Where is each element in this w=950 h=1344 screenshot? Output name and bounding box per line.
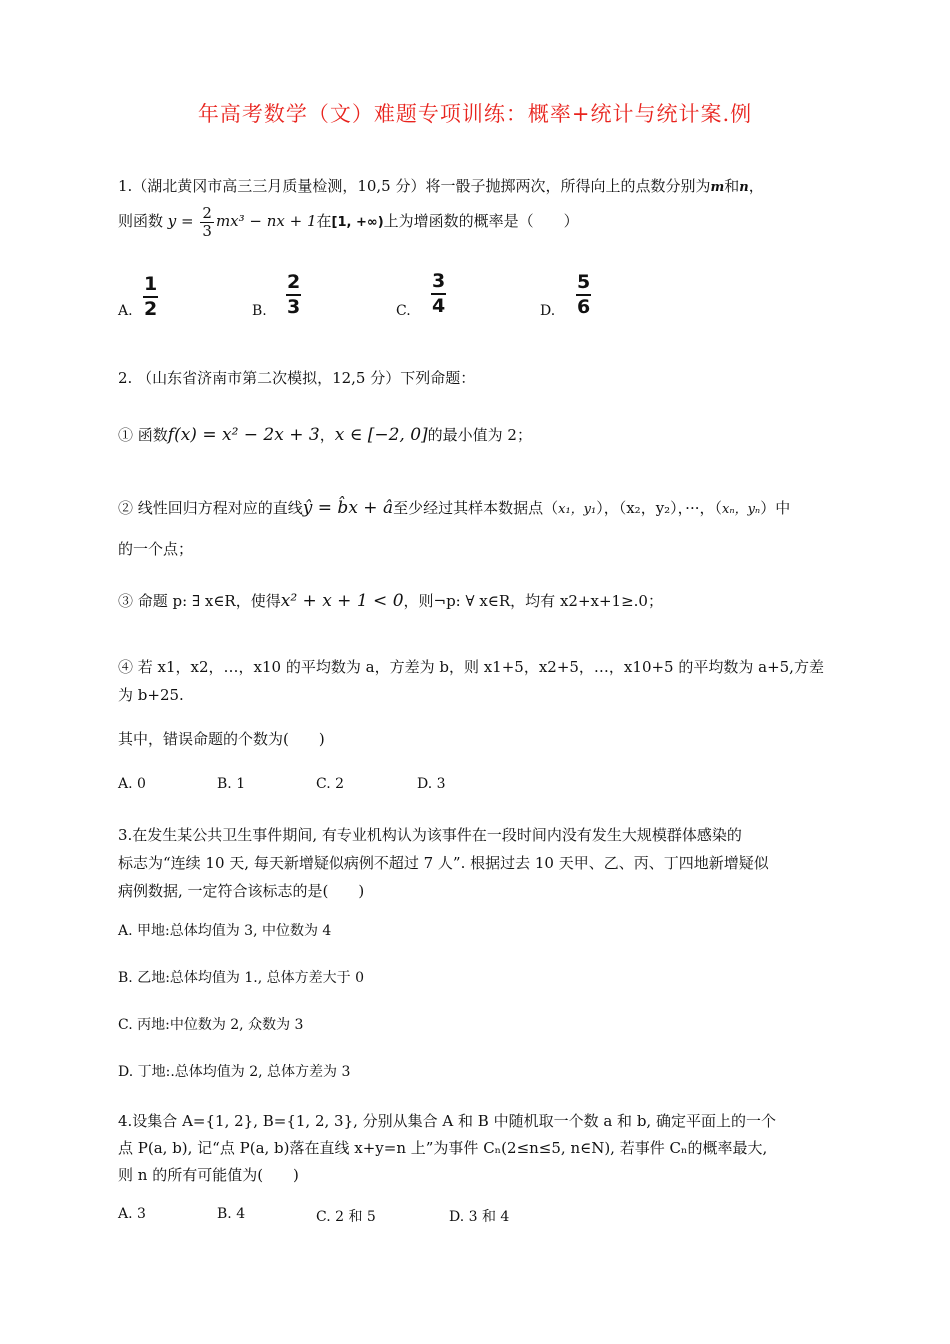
- q3-line3: 病例数据, 一定符合该标志的是( ): [118, 882, 365, 900]
- q1-func-y: y =: [167, 212, 194, 230]
- q1-frac-den: 3: [202, 221, 212, 240]
- q2-s2-mid: 至少经过其样本数据点（: [393, 499, 559, 517]
- q2-s2-p2: ），（x₂，y₂），···，（: [596, 499, 722, 517]
- q2-statement-2: [118, 495, 790, 523]
- q2-option-c: C. 2: [316, 776, 345, 792]
- q3-option-b: B. 乙地:总体均值为 1., 总体方差大于 0: [118, 970, 364, 986]
- q1-option-a-num: 1: [143, 275, 158, 298]
- q1-option-d-den: 6: [577, 296, 591, 318]
- q2-s3-prefix: ③ 命题 p: ∃ x∈R，使得: [118, 592, 281, 610]
- q1-interval: [1, +∞): [331, 215, 384, 230]
- q1-option-b-label: B.: [252, 303, 267, 319]
- q1-option-a-den: 2: [144, 298, 158, 320]
- q1-option-b-den: 3: [287, 296, 301, 318]
- q4-line1: 4.设集合 A={1, 2}, B={1, 2, 3}, 分别从集合 A 和 B 中随机取一个数 a 和 b, 确定平面上的一个: [118, 1112, 776, 1130]
- q2-statement-1: [118, 422, 532, 448]
- q1-option-c-fraction: [431, 272, 446, 316]
- q2-s2-p1: x₁，y₁: [558, 502, 597, 517]
- q4-line3: 则 n 的所有可能值为( ): [118, 1166, 299, 1184]
- q1-var-n: n: [739, 180, 749, 195]
- q2-statement-3: [118, 588, 663, 614]
- q1-fraction: [200, 203, 214, 240]
- q4-option-a: A. 3: [118, 1206, 146, 1222]
- q1-option-b-num: 2: [286, 273, 301, 296]
- q1-option-a-fraction: [143, 275, 158, 319]
- q1-line1: [118, 175, 764, 199]
- q2-s1-prefix: ① 函数: [118, 426, 168, 444]
- q3-option-c: C. 丙地:中位数为 2, 众数为 3: [118, 1017, 304, 1033]
- q2-s2-line2: 的一个点；: [118, 540, 194, 558]
- q4-option-d: D. 3 和 4: [449, 1209, 510, 1225]
- q1-on: 在: [316, 212, 332, 230]
- q3-option-d: D. 丁地:.总体均值为 2, 总体方差为 3: [118, 1064, 351, 1080]
- q4-option-b: B. 4: [217, 1206, 246, 1222]
- q2-s1-suffix: 的最小值为 2；: [427, 426, 532, 444]
- q2-s1-domain: x ∈ [−2, 0]: [334, 425, 428, 445]
- q1-line2-prefix: 则函数: [118, 212, 164, 230]
- q3-option-a: A. 甲地:总体均值为 3, 中位数为 4: [118, 923, 332, 939]
- q2-statement-4-line2: 为 b+25.: [118, 686, 184, 704]
- q2-s2-p3: xₙ，yₙ: [721, 502, 761, 517]
- q1-frac-num: 2: [202, 203, 212, 222]
- q2-header: 2. （山东省济南市第二次模拟，12,5 分）下列命题：: [118, 369, 476, 387]
- q1-text: 1.（湖北黄冈市高三三月质量检测，10,5 分）将一骰子抛掷两次，所得向上的点数分别为: [118, 177, 711, 195]
- q2-s1-sep: ，: [319, 426, 335, 444]
- q1-option-a-label: A.: [118, 303, 133, 319]
- q1-option-c-label: C.: [396, 303, 411, 319]
- q2-s3-suffix: ，则¬p: ∀ x∈R，均有 x2+x+1≥.0；: [403, 592, 663, 610]
- q2-s1-func: f(x) = x² − 2x + 3: [167, 425, 320, 445]
- q1-line2-suffix: 上为增函数的概率是（ ）: [383, 212, 579, 230]
- q2-s3-expr: x² + x + 1 < 0: [280, 591, 404, 611]
- q2-s2-end: ）中: [760, 499, 791, 517]
- q2-option-b: B. 1: [217, 776, 246, 792]
- q2-statement-4-line1: ④ 若 x1，x2，…，x10 的平均数为 a，方差为 b，则 x1+5，x2+5，…，x10+5 的平均数为 a+5,方差: [118, 658, 824, 676]
- q1-comma: ，: [748, 177, 764, 195]
- q2-question: 其中，错误命题的个数为( ): [118, 730, 325, 748]
- q1-option-c-num: 3: [431, 272, 446, 295]
- q1-option-d-fraction: [576, 273, 591, 317]
- q1-option-b-fraction: [286, 273, 301, 317]
- page-title: 年高考数学（文）难题专项训练：概率+统计与统计案.例: [197, 102, 753, 126]
- q4-line2: 点 P(a, b), 记“点 P(a, b)落在直线 x+y=n 上”为事件 Cₙ(2≤n≤5, n∈N), 若事件 Cₙ的概率最大,: [118, 1139, 768, 1157]
- q3-line1: 3.在发生某公共卫生事件期间, 有专业机构认为该事件在一段时间内没有发生大规模群体感染的: [118, 826, 742, 844]
- q2-option-d: D. 3: [417, 776, 446, 792]
- q2-option-a: A. 0: [118, 776, 146, 792]
- q2-s2-prefix: ② 线性回归方程对应的直线: [118, 499, 303, 517]
- q1-option-c-den: 4: [432, 295, 446, 317]
- q1-option-d-label: D.: [540, 303, 556, 319]
- q1-line2: [118, 205, 579, 239]
- q2-s2-eq: ŷ = b̂x + â: [302, 498, 394, 518]
- q1-func-rest: mx³ − nx + 1: [215, 212, 317, 230]
- q4-option-c: C. 2 和 5: [316, 1209, 376, 1225]
- q1-var-m: m: [710, 180, 725, 195]
- q3-line2: 标志为“连续 10 天, 每天新增疑似病例不超过 7 人”. 根据过去 10 天甲、乙、丙、丁四地新增疑似: [118, 854, 769, 872]
- q1-option-d-num: 5: [576, 273, 591, 296]
- q1-and: 和: [724, 177, 740, 195]
